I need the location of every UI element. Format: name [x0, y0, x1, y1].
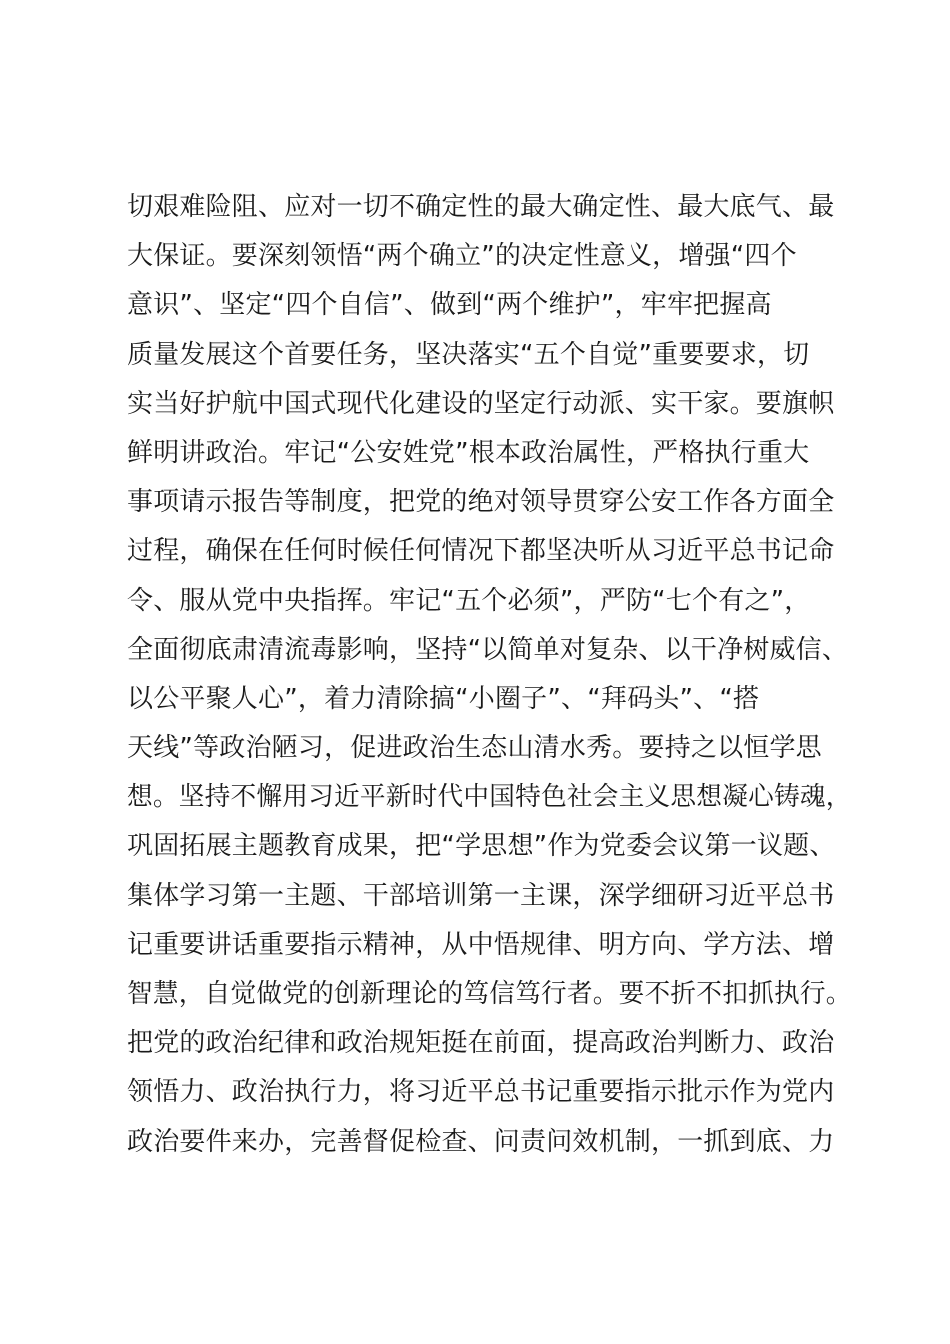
text-line: 想。坚持不懈用习近平新时代中国特色社会主义思想凝心铸魂，	[127, 782, 852, 813]
text-line: 领悟力、政治执行力，将习近平总书记重要指示批示作为党内	[127, 1077, 835, 1108]
text-line: 天线”等政治陋习，促进政治生态山清水秀。要持之以恒学思	[127, 733, 822, 764]
text-line: 把党的政治纪律和政治规矩挺在前面，提高政治判断力、政治	[127, 1028, 835, 1059]
text-line: 记重要讲话重要指示精神，从中悟规律、明方向、学方法、增	[127, 929, 835, 960]
text-line: 质量发展这个首要任务，坚决落实“五个自觉”重要要求，切	[127, 339, 810, 370]
text-line: 以公平聚人心”，着力清除搞“小圈子”、“拜码头”、“搭	[127, 683, 760, 714]
text-line: 集体学习第一主题、干部培训第一主课，深学细研习近平总书	[127, 880, 835, 911]
text-line: 过程，确保在任何时候任何情况下都坚决听从习近平总书记命	[127, 536, 835, 567]
text-line: 切艰难险阻、应对一切不确定性的最大确定性、最大底气、最	[127, 192, 835, 222]
text-line: 事项请示报告等制度，把党的绝对领导贯穿公安工作各方面全	[127, 487, 835, 518]
text-line: 全面彻底肃清流毒影响，坚持“以简单对复杂、以干净树威信、	[127, 634, 849, 665]
text-line: 政治要件来办，完善督促检查、问责问效机制，一抓到底、力	[127, 1126, 835, 1157]
text-line: 实当好护航中国式现代化建设的坚定行动派、实干家。要旗帜	[127, 388, 835, 419]
text-line: 智慧，自觉做党的创新理论的笃信笃行者。要不折不扣抓执行。	[127, 979, 852, 1009]
text-line: 大保证。要深刻领悟“两个确立”的决定性意义，增强“四个	[127, 241, 797, 272]
text-line: 巩固拓展主题教育成果，把“学思想”作为党委会议第一议题、	[127, 831, 836, 862]
text-line: 意识”、坚定“四个自信”、做到“两个维护”，牢牢把握高	[127, 290, 772, 321]
text-line: 令、服从党中央指挥。牢记“五个必须”，严防“七个有之”，	[127, 585, 811, 616]
text-line: 鲜明讲政治。牢记“公安姓党”根本政治属性，严格执行重大	[127, 437, 810, 468]
body-paragraph	[127, 183, 852, 1167]
